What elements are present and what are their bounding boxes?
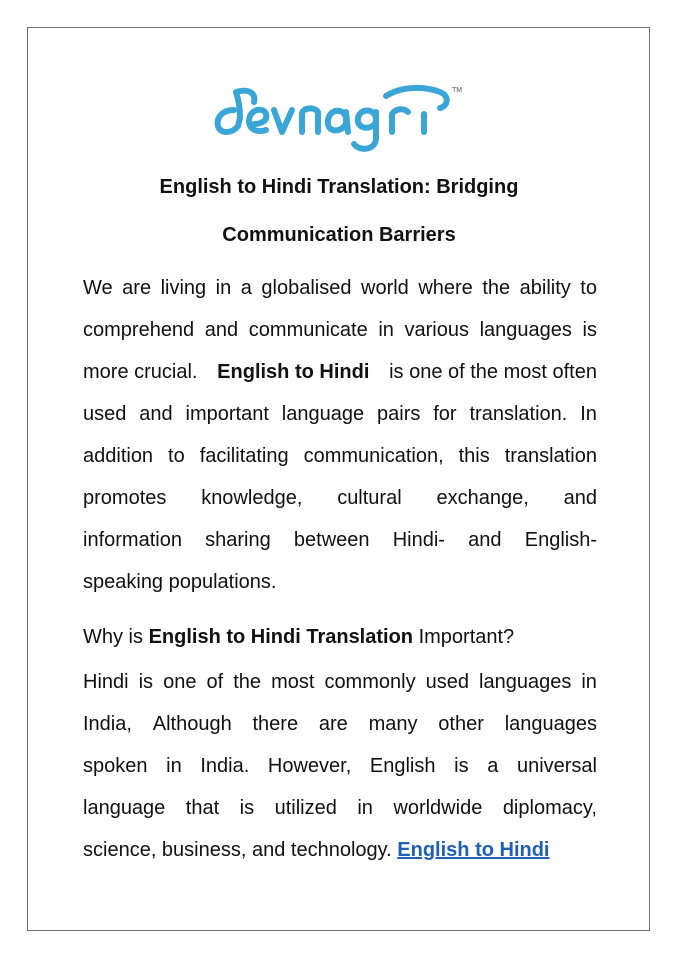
- word: languages: [479, 671, 572, 693]
- word: ability: [519, 277, 571, 299]
- intro-paragraph: [83, 267, 597, 603]
- word: addition: [83, 445, 154, 467]
- word: language: [281, 403, 365, 425]
- word: In: [580, 403, 597, 425]
- section-heading-pre: Why is: [83, 626, 143, 648]
- word: India,: [83, 713, 132, 735]
- word: that: [185, 797, 220, 819]
- devnagri-logo-icon: [210, 78, 466, 158]
- intro-line-3: [83, 351, 597, 393]
- word: Although: [152, 713, 232, 735]
- word: other: [438, 713, 484, 735]
- word: important: [185, 403, 269, 425]
- word: most: [271, 671, 315, 693]
- trademark-mark: TM: [452, 87, 463, 94]
- word: knowledge,: [201, 487, 303, 509]
- word: exchange,: [436, 487, 529, 509]
- word: and: [139, 403, 173, 425]
- intro-line-3-pre: more crucial.: [83, 361, 198, 383]
- english-to-hindi-link[interactable]: English to Hindi: [397, 839, 550, 861]
- word: used: [425, 671, 469, 693]
- word: there: [252, 713, 299, 735]
- importance-line-3: [83, 745, 597, 787]
- word: sharing: [205, 529, 271, 551]
- word: utilized: [274, 797, 337, 819]
- importance-line-5: [83, 829, 597, 871]
- word: and: [563, 487, 597, 509]
- word: where: [418, 277, 473, 299]
- word: spoken: [83, 755, 148, 777]
- word: a: [240, 277, 252, 299]
- word: pairs: [377, 403, 421, 425]
- word: information: [83, 529, 182, 551]
- word: Hindi: [83, 671, 129, 693]
- word: in: [215, 277, 232, 299]
- word: English-: [524, 529, 597, 551]
- word: is: [582, 319, 597, 341]
- word: worldwide: [393, 797, 483, 819]
- word: cultural: [337, 487, 402, 509]
- page-title-line-1: English to Hindi Translation: Bridging: [159, 176, 519, 198]
- word: a: [487, 755, 499, 777]
- importance-line-4: [83, 787, 597, 829]
- word: world: [361, 277, 409, 299]
- word: globalised: [261, 277, 352, 299]
- importance-paragraph: [83, 661, 597, 871]
- intro-line-7: [83, 519, 597, 561]
- word: universal: [516, 755, 597, 777]
- section-heading: [83, 616, 514, 658]
- word: We: [83, 277, 113, 299]
- word: in: [378, 319, 394, 341]
- importance-line-2: [83, 703, 597, 745]
- importance-line-1: [83, 661, 597, 703]
- word: diplomacy,: [502, 797, 597, 819]
- word: living: [160, 277, 207, 299]
- word: India.: [200, 755, 250, 777]
- word: and: [204, 319, 239, 341]
- word: of: [206, 671, 224, 693]
- word: Hindi-: [392, 529, 445, 551]
- intro-line-2: [83, 309, 597, 351]
- word: to: [168, 445, 185, 467]
- intro-line-6: [83, 477, 597, 519]
- intro-line-5: [83, 435, 597, 477]
- word: However,: [267, 755, 352, 777]
- word: facilitating: [199, 445, 289, 467]
- word: various: [404, 319, 469, 341]
- word: to: [580, 277, 597, 299]
- section-heading-bold: English to Hindi Translation: [148, 626, 414, 648]
- word: comprehend: [83, 319, 195, 341]
- intro-line-1: [83, 267, 597, 309]
- word: communicate: [248, 319, 368, 341]
- keyword-english-to-hindi: English to Hindi: [217, 361, 370, 383]
- word: is: [138, 671, 154, 693]
- word: in: [581, 671, 597, 693]
- section-heading-post: Important?: [418, 626, 515, 648]
- word: for: [433, 403, 457, 425]
- word: in: [357, 797, 373, 819]
- word: languages: [479, 319, 572, 341]
- word: this: [458, 445, 490, 467]
- devnagri-logo: [210, 78, 466, 158]
- word: are: [122, 277, 152, 299]
- importance-line-5-pre: science, business, and technology.: [83, 839, 392, 861]
- word: the: [233, 671, 262, 693]
- word: used: [83, 403, 127, 425]
- intro-line-4: [83, 393, 597, 435]
- page-title-line-2: Communication Barriers: [222, 224, 456, 246]
- word: commonly: [324, 671, 416, 693]
- word: in: [166, 755, 182, 777]
- word: languages: [504, 713, 597, 735]
- word: promotes: [83, 487, 167, 509]
- intro-line-8: speaking populations.: [83, 571, 277, 593]
- word: translation: [504, 445, 597, 467]
- word: the: [482, 277, 511, 299]
- intro-line-3-post: is one of the most often: [389, 361, 597, 383]
- word: is: [454, 755, 469, 777]
- word: many: [368, 713, 418, 735]
- word: and: [468, 529, 502, 551]
- word: English: [369, 755, 436, 777]
- word: between: [293, 529, 370, 551]
- word: translation.: [469, 403, 568, 425]
- word: communication,: [303, 445, 444, 467]
- word: language: [83, 797, 166, 819]
- word: is: [239, 797, 255, 819]
- word: one: [163, 671, 197, 693]
- word: are: [318, 713, 348, 735]
